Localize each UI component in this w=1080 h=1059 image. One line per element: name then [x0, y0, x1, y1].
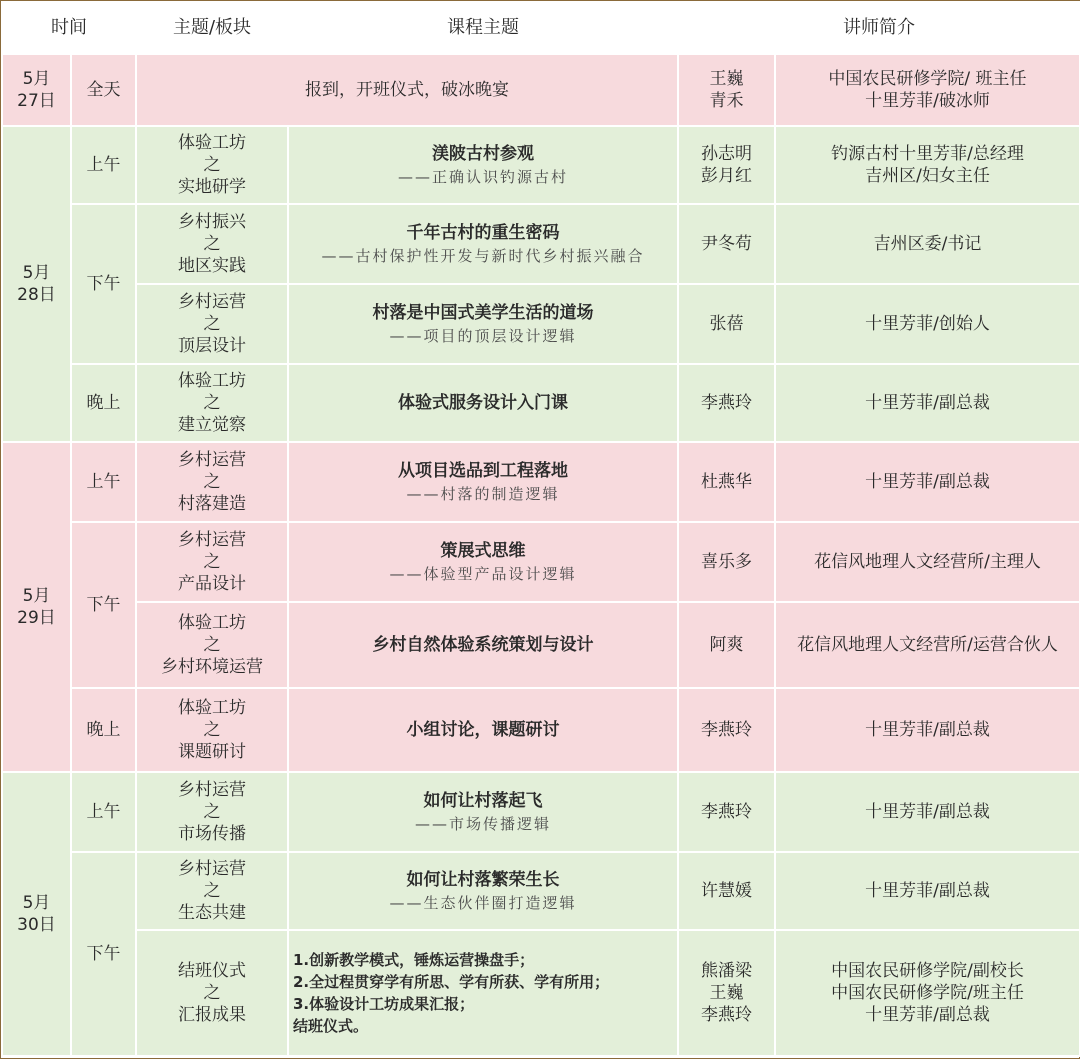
course-topic-cell: 报到，开班仪式，破冰晚宴 [136, 54, 678, 126]
course-schedule-table [1, 1, 1080, 1057]
intro-cell: 钓源古村十里芳菲/总经理 吉州区/妇女主任 [775, 126, 1080, 204]
section-cell: 体验工坊 之 建立觉察 [136, 364, 288, 442]
intro-cell: 花信风地理人文经营所/运营合伙人 [775, 602, 1080, 688]
speaker-cell: 李燕玲 [678, 772, 775, 852]
course-topic-cell: 如何让村落繁荣生长 ——生态伙伴圈打造逻辑 [288, 852, 678, 930]
section-cell: 乡村运营 之 生态共建 [136, 852, 288, 930]
table-row [2, 772, 1080, 852]
intro-cell: 十里芳菲/创始人 [775, 284, 1080, 364]
course-topic-cell: 从项目选品到工程落地 ——村落的制造逻辑 [288, 442, 678, 522]
course-topic-cell: 策展式思维 ——体验型产品设计逻辑 [288, 522, 678, 602]
speaker-cell: 阿爽 [678, 602, 775, 688]
speaker-cell: 尹冬苟 [678, 204, 775, 284]
section-cell: 体验工坊 之 乡村环境运营 [136, 602, 288, 688]
speaker-cell: 杜燕华 [678, 442, 775, 522]
intro-cell: 十里芳菲/副总裁 [775, 364, 1080, 442]
table-row [2, 54, 1080, 126]
header-course-topic: 课程主题 [288, 2, 678, 54]
period-cell: 下午 [71, 522, 136, 688]
table-row [2, 204, 1080, 284]
table-row [2, 364, 1080, 442]
intro-cell: 中国农民研修学院/ 班主任 十里芳菲/破冰师 [775, 54, 1080, 126]
course-topic-cell: 体验式服务设计入门课 [288, 364, 678, 442]
header-row [2, 2, 1080, 54]
intro-cell: 吉州区委/书记 [775, 204, 1080, 284]
period-cell: 上午 [71, 772, 136, 852]
date-cell: 5月 27日 [2, 54, 71, 126]
intro-cell: 十里芳菲/副总裁 [775, 772, 1080, 852]
intro-cell: 中国农民研修学院/副校长 中国农民研修学院/班主任 十里芳菲/副总裁 [775, 930, 1080, 1056]
period-cell: 下午 [71, 204, 136, 364]
course-topic-cell: 如何让村落起飞 ——市场传播逻辑 [288, 772, 678, 852]
table-row [2, 688, 1080, 772]
intro-cell: 十里芳菲/副总裁 [775, 442, 1080, 522]
course-topic-cell: 乡村自然体验系统策划与设计 [288, 602, 678, 688]
speaker-cell: 许慧媛 [678, 852, 775, 930]
period-cell: 上午 [71, 126, 136, 204]
course-topic-cell: 千年古村的重生密码 ——古村保护性开发与新时代乡村振兴融合 [288, 204, 678, 284]
course-topic-cell: 村落是中国式美学生活的道场 ——项目的顶层设计逻辑 [288, 284, 678, 364]
course-topic-cell: 1.创新教学模式，锤炼运营操盘手； 2.全过程贯穿学有所思、学有所获、学有所用； 3.体验设计工坊成果汇报； 结班仪式。 [288, 930, 678, 1056]
header-time: 时间 [2, 2, 136, 54]
period-cell: 晚上 [71, 688, 136, 772]
section-cell: 乡村运营 之 产品设计 [136, 522, 288, 602]
section-cell: 体验工坊 之 课题研讨 [136, 688, 288, 772]
speaker-cell: 张蓓 [678, 284, 775, 364]
period-cell: 全天 [71, 54, 136, 126]
table-row [2, 602, 1080, 688]
period-cell: 上午 [71, 442, 136, 522]
header-lecturer: 讲师简介 [678, 2, 1080, 54]
table-row [2, 522, 1080, 602]
table-row [2, 126, 1080, 204]
intro-cell: 十里芳菲/副总裁 [775, 688, 1080, 772]
section-cell: 体验工坊 之 实地研学 [136, 126, 288, 204]
section-cell: 结班仪式 之 汇报成果 [136, 930, 288, 1056]
date-cell: 5月 28日 [2, 126, 71, 442]
period-cell: 晚上 [71, 364, 136, 442]
table-row [2, 930, 1080, 1056]
speaker-cell: 孙志明 彭月红 [678, 126, 775, 204]
section-cell: 乡村振兴 之 地区实践 [136, 204, 288, 284]
intro-cell: 十里芳菲/副总裁 [775, 852, 1080, 930]
table-row [2, 442, 1080, 522]
speaker-cell: 李燕玲 [678, 688, 775, 772]
intro-cell: 花信风地理人文经营所/主理人 [775, 522, 1080, 602]
speaker-cell: 熊潘梁 王巍 李燕玲 [678, 930, 775, 1056]
speaker-cell: 喜乐多 [678, 522, 775, 602]
date-cell: 5月 29日 [2, 442, 71, 772]
date-cell: 5月 30日 [2, 772, 71, 1056]
period-cell: 下午 [71, 852, 136, 1056]
speaker-cell: 李燕玲 [678, 364, 775, 442]
table-row [2, 284, 1080, 364]
header-topic-section: 主题/板块 [136, 2, 288, 54]
course-topic-cell: 小组讨论，课题研讨 [288, 688, 678, 772]
course-topic-cell: 渼陂古村参观 ——正确认识钓源古村 [288, 126, 678, 204]
section-cell: 乡村运营 之 市场传播 [136, 772, 288, 852]
table-row [2, 852, 1080, 930]
section-cell: 乡村运营 之 村落建造 [136, 442, 288, 522]
section-cell: 乡村运营 之 顶层设计 [136, 284, 288, 364]
speaker-cell: 王巍 青禾 [678, 54, 775, 126]
